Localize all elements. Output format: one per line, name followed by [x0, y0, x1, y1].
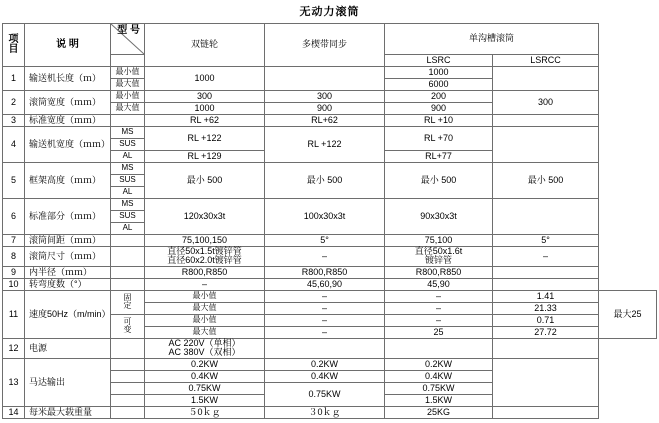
table-row	[3, 338, 657, 358]
table-cell: 最大25	[599, 290, 657, 338]
sub-row-label: SUS	[111, 139, 145, 151]
sub-group-label: 可 变	[111, 314, 145, 338]
sub-row-label	[111, 382, 145, 394]
row-number: 1	[3, 67, 25, 91]
table-cell: 0.4KW	[145, 370, 265, 382]
table-cell: 5°	[265, 235, 385, 247]
header-sub-lsrcc: LSRCC	[493, 55, 599, 67]
table-cell: 6000	[385, 79, 493, 91]
table-cell: 21.33	[493, 302, 599, 314]
header-col-model	[111, 24, 145, 55]
header-col-desc: 说 明	[25, 24, 111, 67]
table-cell: –	[385, 290, 493, 302]
row-number: 4	[3, 127, 25, 163]
table-cell: 900	[265, 103, 385, 115]
header-sub-lsrc: LSRC	[385, 55, 493, 67]
table-cell: 5°	[493, 235, 599, 247]
sub-row-label	[111, 406, 145, 418]
table-cell	[493, 358, 599, 406]
table-cell: 直径50x1.5t镀锌管 直径60x2.0t镀锌管	[145, 247, 265, 267]
table-cell: 25	[385, 326, 493, 338]
table-cell	[493, 266, 599, 278]
sub-row-label	[111, 266, 145, 278]
table-cell	[493, 338, 599, 358]
sub-row-label: 最小值	[111, 91, 145, 103]
table-row	[3, 163, 657, 175]
table-cell: 300	[493, 91, 599, 115]
table-row	[3, 127, 657, 139]
table-row	[3, 406, 657, 418]
header-item-label	[111, 55, 145, 67]
sub-row-label: MS	[111, 163, 145, 175]
table-cell: R800,R850	[145, 266, 265, 278]
table-cell: –	[265, 314, 385, 326]
sub-row-label: AL	[111, 223, 145, 235]
table-cell: 1000	[145, 103, 265, 115]
row-description: 标准宽度（ｍｍ）	[25, 115, 111, 127]
row-number: 8	[3, 247, 25, 267]
table-body	[3, 67, 657, 419]
sub-row-label: AL	[111, 187, 145, 199]
table-header-row	[3, 24, 657, 55]
table-cell: 0.75KW	[265, 382, 385, 406]
table-cell	[493, 406, 599, 418]
table-cell: ５0ｋｇ	[145, 406, 265, 418]
table-cell	[385, 338, 493, 358]
table-cell: RL +10	[385, 115, 493, 127]
table-cell: 1000	[145, 67, 265, 91]
table-cell: 75,100	[385, 235, 493, 247]
table-cell: 75,100,150	[145, 235, 265, 247]
table-cell: 最小 500	[145, 163, 265, 199]
table-cell: –	[493, 247, 599, 267]
table-cell	[265, 338, 385, 358]
row-description: 转弯度数（°）	[25, 278, 111, 290]
row-number: 11	[3, 290, 25, 338]
sub-row-label: AL	[111, 151, 145, 163]
row-number: 14	[3, 406, 25, 418]
row-description: 内半径（ｍｍ）	[25, 266, 111, 278]
header-group-multi-wedge: 多楔带同步	[265, 24, 385, 67]
table-cell: 27.72	[493, 326, 599, 338]
row-description: 输送机长度（ｍ）	[25, 67, 111, 91]
table-cell: 900	[385, 103, 493, 115]
row-description: 马达输出	[25, 358, 111, 406]
table-row	[3, 290, 657, 302]
table-cell: R800,R850	[385, 266, 493, 278]
row-number: 9	[3, 266, 25, 278]
sub-row-label	[111, 394, 145, 406]
table-row	[3, 91, 657, 103]
table-row	[3, 278, 657, 290]
sub-row-label: 最小值	[145, 290, 265, 302]
table-row	[3, 115, 657, 127]
row-number: 7	[3, 235, 25, 247]
row-description: 滚筒尺寸（ｍｍ）	[25, 247, 111, 267]
table-cell: 0.2KW	[265, 358, 385, 370]
sub-row-label	[111, 358, 145, 370]
table-cell: 0.75KW	[385, 382, 493, 394]
table-cell	[493, 199, 599, 235]
table-cell	[493, 67, 599, 91]
table-cell: RL +62	[145, 115, 265, 127]
table-row	[3, 235, 657, 247]
table-cell: 最小 500	[265, 163, 385, 199]
table-cell: 45,60,90	[265, 278, 385, 290]
row-description: 速度50Hz（m/min）	[25, 290, 111, 338]
sub-row-label: 最小值	[145, 314, 265, 326]
table-row	[3, 358, 657, 370]
table-cell: 90x30x3t	[385, 199, 493, 235]
sub-row-label: SUS	[111, 211, 145, 223]
table-cell: 1.5KW	[145, 394, 265, 406]
table-cell: –	[385, 302, 493, 314]
table-cell: 120x30x3t	[145, 199, 265, 235]
table-cell: –	[385, 314, 493, 326]
row-description: 滚筒宽度（ｍｍ）	[25, 91, 111, 115]
table-cell: 直径50x1.6t 镀锌管	[385, 247, 493, 267]
row-description: 输送机宽度（ｍｍ）	[25, 127, 111, 163]
sub-row-label	[111, 247, 145, 267]
sub-row-label	[111, 278, 145, 290]
table-cell	[493, 278, 599, 290]
sub-row-label: 最小值	[111, 67, 145, 79]
table-cell: 200	[385, 91, 493, 103]
table-cell: 300	[265, 91, 385, 103]
table-cell: 0.4KW	[265, 370, 385, 382]
table-cell: RL+77	[385, 151, 493, 163]
table-cell: 100x30x3t	[265, 199, 385, 235]
row-description: 每米最大载重量	[25, 406, 111, 418]
table-cell: 0.75KW	[145, 382, 265, 394]
sub-group-label: 固 定	[111, 290, 145, 314]
table-cell: 300	[145, 91, 265, 103]
row-number: 13	[3, 358, 25, 406]
header-group-single-groove: 单沟槽滚筒	[385, 24, 599, 55]
sub-row-label	[111, 338, 145, 358]
table-cell: 最小 500	[385, 163, 493, 199]
table-cell: 1.41	[493, 290, 599, 302]
table-cell: RL+62	[265, 115, 385, 127]
table-cell: AC 220V（单相） AC 380V（双相）	[145, 338, 265, 358]
sub-row-label: SUS	[111, 175, 145, 187]
table-cell: 0.2KW	[385, 358, 493, 370]
table-cell: ３0ｋｇ	[265, 406, 385, 418]
table-cell: 1.5KW	[385, 394, 493, 406]
page-title: 无动力滚筒	[299, 6, 360, 18]
row-description: 标准部分（ｍｍ）	[25, 199, 111, 235]
table-cell: 0.71	[493, 314, 599, 326]
sub-row-label: MS	[111, 127, 145, 139]
table-cell: RL +122	[145, 127, 265, 151]
table-cell	[265, 67, 385, 91]
table-cell: RL +70	[385, 127, 493, 151]
table-row	[3, 266, 657, 278]
table-cell: –	[265, 247, 385, 267]
row-number: 3	[3, 115, 25, 127]
table-cell: 1000	[385, 67, 493, 79]
header-model-label: 型 号	[117, 25, 140, 36]
sub-row-label	[111, 235, 145, 247]
table-cell: 45,90	[385, 278, 493, 290]
table-cell: 25KG	[385, 406, 493, 418]
table-cell: –	[265, 290, 385, 302]
row-number: 10	[3, 278, 25, 290]
row-number: 2	[3, 91, 25, 115]
table-row	[3, 247, 657, 267]
sub-row-label	[111, 115, 145, 127]
table-cell: RL +129	[145, 151, 265, 163]
table-cell: RL +122	[265, 127, 385, 163]
specification-table	[2, 23, 657, 419]
sub-row-label: 最大值	[145, 326, 265, 338]
table-cell: 0.2KW	[145, 358, 265, 370]
row-number: 5	[3, 163, 25, 199]
table-cell: 0.4KW	[385, 370, 493, 382]
table-cell	[493, 115, 599, 127]
row-description: 电源	[25, 338, 111, 358]
row-number: 12	[3, 338, 25, 358]
table-cell	[493, 127, 599, 163]
sub-row-label: 最大值	[145, 302, 265, 314]
row-description: 框架高度（ｍｍ）	[25, 163, 111, 199]
table-cell: –	[265, 326, 385, 338]
row-number: 6	[3, 199, 25, 235]
table-row	[3, 199, 657, 211]
sub-row-label	[111, 370, 145, 382]
header-group-double-chain: 双链轮	[145, 24, 265, 67]
table-cell: R800,R850	[265, 266, 385, 278]
row-description: 滚筒间距（ｍｍ）	[25, 235, 111, 247]
header-col-no: 项 目	[3, 24, 25, 67]
sub-row-label: MS	[111, 199, 145, 211]
sub-row-label: 最大值	[111, 79, 145, 91]
table-cell: 最小 500	[493, 163, 599, 199]
table-cell: –	[145, 278, 265, 290]
table-cell: –	[265, 302, 385, 314]
table-row	[3, 67, 657, 79]
sub-row-label: 最大值	[111, 103, 145, 115]
